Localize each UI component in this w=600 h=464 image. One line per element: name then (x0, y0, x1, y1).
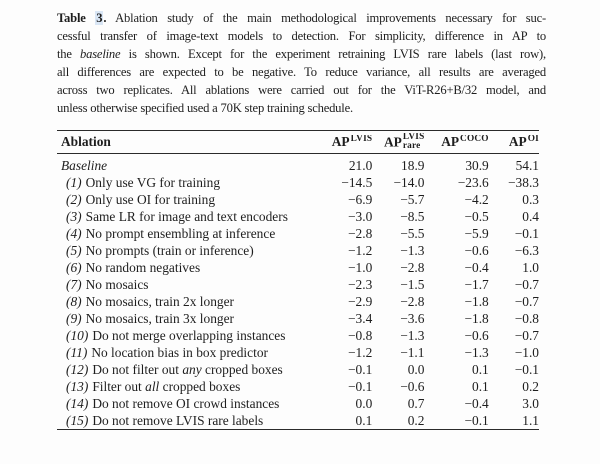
cell-ap-lvis-rare: −5.7 (400, 192, 425, 207)
text-segment: Same LR for image and text encoders (85, 209, 288, 224)
cell-ap-oi: 3.0 (522, 396, 539, 411)
cell-ap-oi: −38.3 (508, 175, 539, 190)
cell-ap-coco: 0.1 (472, 379, 489, 394)
table-row (57, 311, 539, 328)
text-segment: cropped boxes (201, 362, 283, 377)
cell-ap-lvis-rare: 0.0 (407, 362, 425, 377)
text-segment: Do not filter out (92, 362, 183, 377)
row-label (86, 277, 149, 292)
row-number: (15) (66, 412, 89, 428)
row-number: (1) (66, 175, 82, 190)
cell-ap-lvis-rare: −2.8 (400, 260, 425, 275)
cell-ap-lvis-rare: −8.5 (400, 209, 425, 224)
row-label (86, 294, 234, 309)
table-row (57, 243, 539, 260)
caption-line (57, 63, 546, 81)
cell-ap-lvis: −0.8 (347, 328, 373, 343)
row-label (86, 243, 254, 258)
row-number: (5) (66, 243, 82, 258)
cell-ap-lvis-rare: −3.6 (400, 311, 425, 326)
cell-ap-lvis: −14.5 (341, 175, 373, 190)
cell-ap-lvis: −2.8 (347, 226, 373, 241)
table-ref-link[interactable]: 3 (96, 11, 103, 25)
ablation-label-cell (57, 362, 316, 379)
cell-ap-oi: −0.1 (514, 226, 539, 241)
text-segment: No prompt ensembling at inference (85, 226, 276, 241)
cell-ap-coco: −4.2 (464, 192, 489, 207)
row-label (92, 396, 279, 411)
text-segment: baseline (80, 47, 121, 61)
cell-ap-lvis-rare: 0.2 (407, 412, 425, 428)
row-number: (7) (66, 277, 82, 292)
row-number: (12) (66, 362, 89, 377)
row-number: (11) (66, 345, 88, 360)
header-ap-oi (489, 131, 539, 154)
text-segment: No mosaics (85, 277, 149, 292)
cell-ap-oi: −0.7 (514, 277, 539, 292)
table-body (57, 154, 539, 430)
ap-scripts: LVIS (350, 135, 373, 144)
text-segment: all differences are expected to be negative. To reduce variance, all results are averaged (57, 65, 546, 79)
cell-ap-lvis: −0.1 (347, 362, 373, 377)
table-row (57, 226, 539, 243)
ablation-label-cell (57, 226, 316, 243)
ablation-table (57, 130, 539, 430)
row-number: (2) (66, 192, 82, 207)
text-segment: unless otherwise specified used a 70K step training schedule. (57, 101, 353, 115)
ablation-label-cell (57, 413, 316, 430)
header-ap-lvis-rare (372, 131, 424, 154)
cell-ap-coco: −1.3 (464, 345, 489, 360)
ablation-label-cell (57, 243, 316, 260)
cell-ap-lvis: 21.0 (348, 157, 373, 173)
text-segment: Do not merge overlapping instances (92, 328, 286, 343)
cell-ap-oi: 1.0 (522, 260, 539, 275)
cell-ap-oi: 1.1 (522, 412, 539, 428)
text-segment: . (103, 11, 107, 25)
cell-ap-lvis-rare: −1.3 (400, 243, 425, 258)
ablation-label-cell (57, 328, 316, 345)
cell-ap-coco: 30.9 (465, 157, 489, 173)
cell-ap-lvis-rare: −14.0 (393, 175, 425, 190)
table-row (57, 260, 539, 277)
ablation-label-cell (57, 260, 316, 277)
ablation-label-cell (57, 311, 316, 328)
row-number: (9) (66, 311, 82, 326)
cell-ap-lvis: −2.9 (347, 294, 373, 309)
text-segment: Do not remove LVIS rare labels (92, 412, 264, 428)
caption-line (57, 99, 546, 117)
cell-ap-coco: −0.4 (464, 396, 489, 411)
table-row (57, 413, 539, 430)
caption-line (57, 27, 546, 45)
cell-ap-lvis: 0.0 (355, 396, 373, 411)
ablation-label-cell (57, 396, 316, 413)
row-label (61, 158, 107, 173)
cell-ap-coco: −0.6 (464, 243, 489, 258)
ablation-label-cell (57, 175, 316, 192)
table-row (57, 175, 539, 192)
cell-ap-lvis: −1.2 (347, 345, 373, 360)
row-label (86, 311, 234, 326)
row-number: (4) (66, 226, 82, 241)
text-segment: Only use OI for training (85, 192, 216, 207)
cell-ap-coco: −1.8 (464, 311, 489, 326)
cell-ap-lvis-rare: −2.8 (400, 294, 425, 309)
ap-base: AP (383, 134, 402, 150)
cell-ap-oi: 0.4 (522, 209, 539, 224)
cell-ap-lvis-rare: −0.6 (400, 379, 425, 394)
ap-base: AP (441, 134, 460, 149)
header-ap-lvis (316, 131, 372, 154)
row-number: (6) (66, 260, 82, 275)
caption-line (57, 9, 546, 27)
cell-ap-lvis: 0.1 (355, 412, 373, 428)
cell-ap-lvis: −2.3 (347, 277, 373, 292)
table-row (57, 379, 539, 396)
cell-ap-oi: −1.0 (514, 345, 539, 360)
cell-ap-coco: −0.5 (464, 209, 489, 224)
cell-ap-lvis-rare: −1.5 (400, 277, 425, 292)
row-label (92, 413, 263, 428)
cell-ap-oi: −0.1 (514, 362, 539, 377)
table-row (57, 345, 539, 362)
cell-ap-lvis: −0.1 (347, 379, 373, 394)
row-label (92, 362, 282, 377)
row-label (86, 209, 288, 224)
cell-ap-lvis: −6.9 (347, 192, 373, 207)
text-segment: is shown. Except for the experiment retraining LVIS rare labels (last row), (120, 47, 546, 61)
cell-ap-oi: 0.2 (522, 379, 539, 394)
table-row (57, 396, 539, 413)
results-table (57, 130, 539, 430)
cell-ap-oi: −0.8 (514, 311, 539, 326)
text-segment: Do not remove OI crowd instances (92, 396, 280, 411)
cell-ap-coco: 0.1 (472, 362, 489, 377)
cell-ap-oi: −6.3 (514, 243, 539, 258)
ap-base: AP (508, 134, 527, 149)
row-label (86, 192, 215, 207)
ablation-label-cell (57, 192, 316, 209)
cell-ap-lvis: −1.2 (347, 243, 373, 258)
text-segment: cropped boxes (159, 379, 241, 394)
ap-base: AP (331, 134, 350, 149)
cell-ap-coco: −0.6 (464, 328, 489, 343)
cell-ap-oi: 54.1 (515, 157, 539, 173)
text-segment: Filter out (92, 379, 146, 394)
text-segment: No location bias in box predictor (91, 345, 268, 360)
table-header (57, 131, 539, 154)
cell-ap-lvis-rare: −5.5 (400, 226, 425, 241)
text-segment: No mosaics, train 3x longer (85, 311, 235, 326)
text-segment: cessful transfer of image-text models to detection. For simplicity, difference in AP to (57, 29, 546, 43)
text-segment: Baseline (61, 157, 108, 173)
cell-ap-lvis-rare: 0.7 (407, 396, 425, 411)
ablation-label-cell (57, 294, 316, 311)
row-label (92, 328, 285, 343)
cell-ap-lvis: −3.0 (347, 209, 373, 224)
row-number: (3) (66, 209, 82, 224)
cell-ap-coco: −23.6 (457, 175, 489, 190)
cell-ap-oi: −0.7 (514, 328, 539, 343)
text-segment: all (145, 379, 160, 394)
row-label (92, 379, 240, 394)
cell-ap-oi: −0.7 (514, 294, 539, 309)
row-label (86, 175, 220, 190)
ablation-label-cell (57, 209, 316, 226)
cell-ap-lvis-rare: −1.1 (400, 345, 425, 360)
row-label (86, 226, 276, 241)
header-ablation: Ablation (57, 131, 316, 154)
text-segment: Table (57, 11, 96, 25)
cell-ap-lvis: −1.0 (347, 260, 373, 275)
header-row (57, 131, 539, 154)
ablation-label-cell (57, 154, 316, 175)
text-segment: Ablation study of the main methodological improvements necessary for suc- (106, 11, 546, 25)
cell-ap-lvis: −3.4 (347, 311, 373, 326)
row-number: (8) (66, 294, 82, 309)
table-row (57, 277, 539, 294)
text-segment: No random negatives (85, 260, 201, 275)
cell-ap-coco: −1.7 (464, 277, 489, 292)
table-row (57, 328, 539, 345)
ablation-label-cell (57, 277, 316, 294)
cell-ap-coco: −1.8 (464, 294, 489, 309)
table-row (57, 209, 539, 226)
caption-line (57, 81, 546, 99)
table-row (57, 154, 539, 175)
text-segment: across two replicates. All ablations were carried out for the ViT-R26+B/32 model, and (57, 83, 546, 97)
text-segment: the (57, 47, 81, 61)
ap-scripts: COCO (460, 135, 489, 144)
cell-ap-oi: 0.3 (522, 192, 539, 207)
text-segment: any (182, 362, 202, 377)
cell-ap-coco: −0.1 (464, 412, 489, 428)
table-caption (57, 9, 546, 117)
table-row (57, 192, 539, 209)
cell-ap-lvis-rare: −1.3 (400, 328, 425, 343)
table-row (57, 362, 539, 379)
row-number: (10) (66, 328, 89, 343)
caption-line (57, 45, 546, 63)
text-segment: No prompts (train or inference) (85, 243, 254, 258)
cell-ap-coco: −0.4 (464, 260, 489, 275)
ap-scripts: OI (527, 135, 539, 144)
ablation-label-cell (57, 379, 316, 396)
cell-ap-lvis-rare: 18.9 (401, 157, 425, 173)
row-label (91, 345, 268, 360)
ablation-label-cell (57, 345, 316, 362)
text-segment: No mosaics, train 2x longer (85, 294, 235, 309)
row-number: (13) (66, 379, 89, 394)
row-label (86, 260, 201, 275)
cell-ap-coco: −5.9 (464, 226, 489, 241)
header-ap-coco (424, 131, 488, 154)
row-number: (14) (66, 396, 89, 411)
ap-scripts: LVIS rare (402, 133, 425, 151)
table-row (57, 294, 539, 311)
text-segment: Only use VG for training (85, 175, 221, 190)
